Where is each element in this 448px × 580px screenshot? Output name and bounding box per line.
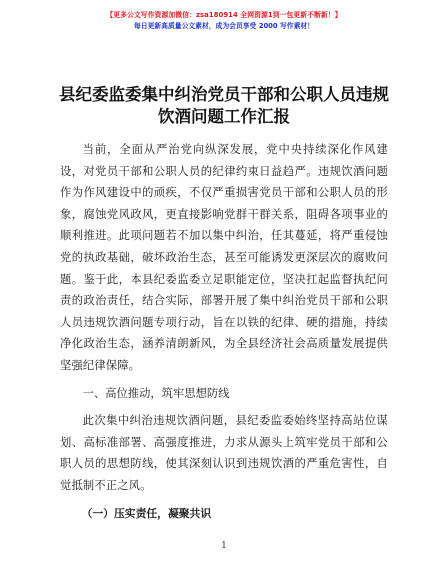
document-title [40,84,408,128]
section-heading-1: 一、高位推动，筑牢思想防线 [82,386,230,400]
document-title-line-2: 饮酒问题工作汇报 [158,107,290,126]
intro-paragraph: 当前，全面从严治党向纵深发展，党中央持续深化作风建设，对党员干部和公职人员的纪律约束日益趋严。违规饮酒问题作为作风建设中的顽疾，不仅严重损害党员干部和公职人员的形象，腐蚀党风政风，更直接影响党群干群关系，阻碍各项事业的顺利推进。此项问题若不加以集中纠治，任其蔓延，将严重侵蚀党的执政基础，破坏政治生态，甚至可能诱发更深层次的腐败问题。鉴于此，本县纪委监委立足职能定位，坚决扛起监督执纪问责的政治责任，结合实际，部署开展了集中纠治党员干部和公职人员违规饮酒问题专项行动，旨在以铁的纪律、硬的措施，持续净化政治生态，涵养清朗新风，为全县经济社会高质量发展提供坚强纪律保障。 [60,143,388,372]
promo-banner [0,10,448,32]
page-number: 1 [221,541,227,551]
subsection-heading-1: （一）压实责任，凝聚共识 [81,506,212,520]
section-1-paragraph: 此次集中纠治违规饮酒问题，县纪委监委始终坚持高站位谋划、高标准部署、高强度推进，力求从源头上筑牢党员干部和公职人员的思想防线，使其深刻认识到违规饮酒的严重危害性，自觉抵制不正之风。 [60,414,388,492]
document-title-line-1: 县纪委监委集中纠治党员干部和公职人员违规 [59,85,389,104]
promo-banner-line-2: 每日更新高质量公文素材，成为会员享受 2000 写作素材！ [134,22,314,30]
promo-banner-line-1: 【更多公文写作资源加微信：zsa180914 全网资源1到一包更新不断新！】 [106,11,342,19]
document-body [60,139,388,524]
